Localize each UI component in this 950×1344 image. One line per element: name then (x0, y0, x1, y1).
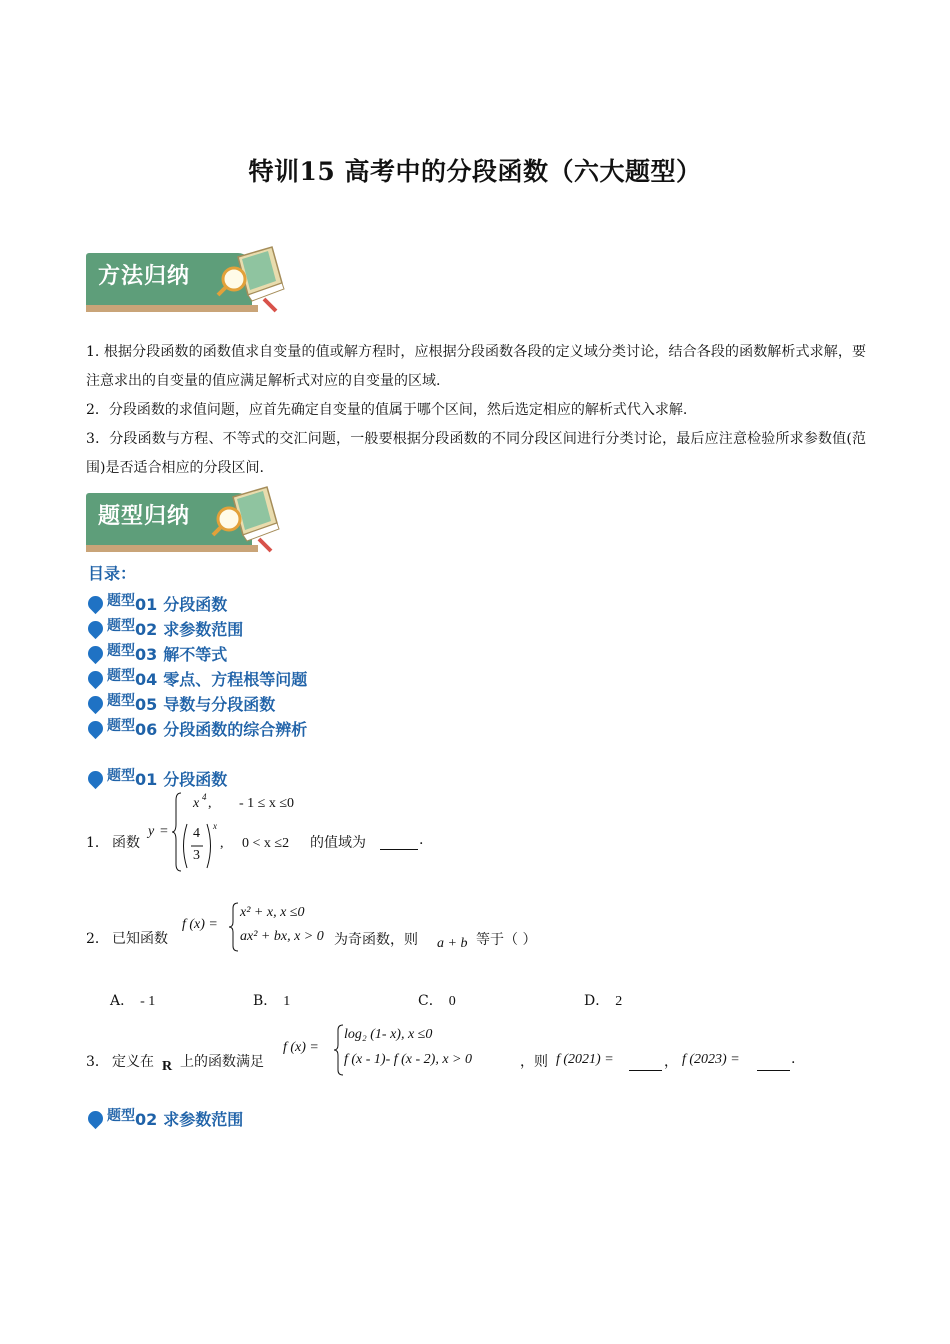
location-pin-icon (85, 618, 106, 639)
toc-item-number: 04 (135, 670, 158, 689)
math-case2-cond: 0 < x ≤2 (242, 836, 290, 851)
math-case1-cond: - 1 ≤ x ≤0 (239, 796, 295, 811)
question-number: 1． (86, 835, 109, 851)
location-pin-icon (85, 593, 106, 614)
location-pin-icon (85, 668, 106, 689)
toc-item-number: 06 (135, 720, 158, 739)
answer-blank[interactable] (380, 848, 418, 850)
math-f2023: f (2023) = (682, 1052, 740, 1067)
toc-item-prefix: 题型 (107, 718, 135, 734)
answer-blank[interactable] (629, 1069, 662, 1071)
math-equals: = (160, 824, 168, 839)
page-title: 特训15 高考中的分段函数（六大题型） (248, 157, 702, 186)
types-banner-label: 题型归纳 (98, 504, 191, 529)
section-number: 01 (135, 770, 158, 789)
question-text: 定义在 (112, 1054, 154, 1070)
option-b[interactable] (253, 990, 290, 1010)
option-label: D． (584, 993, 610, 1009)
toc-list (86, 592, 307, 742)
question-3 (86, 1022, 886, 1082)
math-case1-expr: x (193, 796, 200, 811)
math-y: y (148, 824, 155, 839)
toc-item-name: 分段函数的综合辨析 (163, 720, 308, 739)
toc-item[interactable] (86, 642, 307, 667)
toc-item-number: 01 (135, 595, 158, 614)
location-pin-icon (85, 643, 106, 664)
math-f2021: f (2021) = (556, 1052, 614, 1067)
question-text: ， (664, 1054, 678, 1070)
section-prefix: 题型 (107, 768, 135, 784)
math-a-plus-b: a + b (437, 936, 468, 951)
option-value: 0 (448, 994, 456, 1009)
option-label: A． (110, 993, 135, 1009)
toc-item-name: 导数与分段函数 (163, 695, 276, 714)
question-1 (86, 790, 886, 875)
toc-item-number: 03 (135, 645, 158, 664)
option-label: B． (253, 993, 278, 1009)
toc-item[interactable] (86, 667, 307, 692)
toc-item-prefix: 题型 (107, 643, 135, 659)
question-2 (86, 900, 886, 956)
method-paragraph-2: 2．分段函数的求值问题，应首先确定自变量的值属于哪个区间，然后选定相应的解析式代入求解. (86, 402, 688, 418)
types-banner (86, 483, 286, 561)
left-brace (229, 902, 239, 952)
math-fraction-numerator: 4 (193, 826, 200, 841)
toc-item-number: 02 (135, 620, 158, 639)
option-c[interactable] (418, 990, 456, 1010)
book-magnifier-icon (211, 483, 283, 555)
toc-item-prefix: 题型 (107, 618, 135, 634)
toc-item[interactable] (86, 717, 307, 742)
question-text: 已知函数 (112, 931, 168, 947)
math-case2: ax² + bx, x > 0 (240, 929, 324, 944)
math-fx: f (x) = (182, 917, 218, 932)
section-number: 02 (135, 1110, 158, 1129)
math-case1-exp: 4 (202, 792, 207, 802)
answer-blank[interactable] (757, 1069, 790, 1071)
section-02-heading (86, 1107, 243, 1132)
toc-item-name: 分段函数 (163, 595, 228, 614)
method-banner-label: 方法归纳 (98, 264, 191, 289)
math-case2-exp: x (213, 821, 217, 831)
toc-item[interactable] (86, 617, 307, 642)
math-case2: f (x - 1)- f (x - 2), x > 0 (344, 1052, 473, 1067)
option-value: - 1 (140, 994, 156, 1009)
left-brace (334, 1024, 344, 1076)
math-comma: , (220, 836, 224, 851)
section-01-heading (86, 767, 227, 792)
option-value: 2 (615, 994, 623, 1009)
toc-item-name: 求参数范围 (163, 620, 244, 639)
question-text: 为奇函数，则 (334, 932, 418, 948)
math-case1: x² + x, x ≤0 (240, 905, 305, 920)
option-d[interactable] (584, 990, 622, 1010)
toc-label: 目录： (88, 564, 137, 583)
location-pin-icon (85, 768, 106, 789)
math-real-set: R (162, 1059, 173, 1074)
location-pin-icon (85, 1108, 106, 1129)
question-text: 上的函数满足 (180, 1054, 264, 1070)
section-name: 求参数范围 (163, 1110, 244, 1129)
toc-item-prefix: 题型 (107, 693, 135, 709)
toc-item-name: 解不等式 (163, 645, 228, 664)
question-number: 2． (86, 931, 109, 947)
question-end: . (419, 832, 424, 848)
location-pin-icon (85, 693, 106, 714)
math-fx: f (x) = (283, 1040, 319, 1055)
toc-item-prefix: 题型 (107, 593, 135, 609)
toc-item-number: 05 (135, 695, 158, 714)
question-text: ，则 (520, 1054, 548, 1070)
math-case1: log₂ (1- x), x ≤0 (344, 1027, 433, 1042)
location-pin-icon (85, 718, 106, 739)
question-text: 函数 (112, 835, 140, 851)
option-a[interactable] (110, 990, 155, 1010)
math-comma: , (208, 796, 212, 811)
section-name: 分段函数 (163, 770, 228, 789)
question-text: 的值域为 (310, 835, 366, 851)
section-prefix: 题型 (107, 1108, 135, 1124)
question-number: 3． (86, 1054, 109, 1070)
toc-item-prefix: 题型 (107, 668, 135, 684)
method-paragraph-3: 3．分段函数与方程、不等式的交汇问题，一般要根据分段函数的不同分段区间进行分类讨论，最后应注意检验所求参数值(范围)是否适合相应的分段区间. (86, 431, 866, 476)
question-end: . (791, 1051, 796, 1067)
method-paragraph-1: 1. 根据分段函数的函数值求自变量的值或解方程时，应根据分段函数各段的定义域分类讨论，结合各段的函数解析式求解，要注意求出的自变量的值应满足解析式对应的自变量的区域. (86, 344, 866, 389)
book-magnifier-icon (216, 243, 288, 315)
math-fraction-denominator: 3 (193, 848, 200, 863)
option-value: 1 (283, 994, 291, 1009)
toc-item[interactable] (86, 692, 307, 717)
toc-item[interactable] (86, 592, 307, 617)
option-label: C． (418, 993, 443, 1009)
toc-item-name: 零点、方程根等问题 (163, 670, 308, 689)
method-banner (86, 243, 286, 321)
question-text: 等于（ ） (476, 932, 537, 948)
